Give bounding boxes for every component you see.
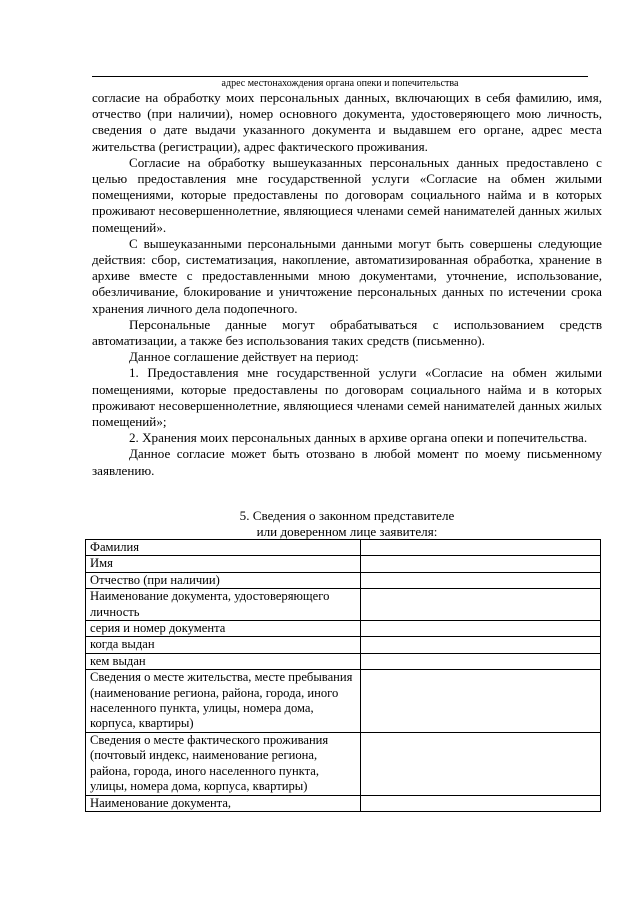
consent-text [92, 90, 602, 479]
row-value-residence-address[interactable] [361, 670, 601, 733]
table-row [86, 795, 601, 811]
table-row [86, 732, 601, 795]
paragraph-period-intro: Данное соглашение действует на период: [129, 349, 359, 365]
row-value-actual-address[interactable] [361, 732, 601, 795]
row-value-last-name[interactable] [361, 540, 601, 556]
row-label-residence-address: Сведения о месте жительства, месте пребывания (наименование региона, района, города, иного населенного пункта, улицы, номера дома, корпуса, квартиры) [86, 670, 361, 733]
paragraph-period-item-2: 2. Хранения моих персональных данных в архиве органа опеки и попечительства. [129, 430, 588, 446]
row-label-first-name: Имя [86, 556, 361, 572]
table-row [86, 572, 601, 588]
table-row [86, 589, 601, 621]
row-label-patronymic: Отчество (при наличии) [86, 572, 361, 588]
section-title-line-1: 5. Сведения о законном представителе [239, 508, 455, 523]
row-label-last-name: Фамилия [86, 540, 361, 556]
row-value-issued-by[interactable] [361, 653, 601, 669]
paragraph-automation: Персональные данные могут обрабатываться с использованием средств автоматизации, а также без использования таких средств (письменно). [92, 316, 602, 349]
table-row [86, 621, 601, 637]
row-value-issue-date[interactable] [361, 637, 601, 653]
section-title [92, 508, 602, 540]
row-label-authority-document: Наименование документа, [86, 795, 361, 811]
row-value-first-name[interactable] [361, 556, 601, 572]
row-label-id-document: Наименование документа, удостоверяющего личность [86, 589, 361, 621]
row-value-document-number[interactable] [361, 621, 601, 637]
row-label-document-number: серия и номер документа [86, 621, 361, 637]
table-row [86, 653, 601, 669]
row-label-issue-date: когда выдан [86, 637, 361, 653]
row-label-issued-by: кем выдан [86, 653, 361, 669]
table-row [86, 540, 601, 556]
row-label-actual-address: Сведения о месте фактического проживания (почтовый индекс, наименование региона, района, города, иного населенного пункта, улицы, номера дома, корпуса, квартиры) [86, 732, 361, 795]
signature-line [92, 76, 588, 77]
table-row [86, 670, 601, 733]
section-title-line-2: или доверенном лице заявителя: [256, 524, 438, 539]
paragraph-processing-actions: С вышеуказанными персональными данными могут быть совершены следующие действия: сбор, систематизация, накопление, автоматизированная обработка, хранение в архиве вместе с предоставленными мною документами, уточнение, использование, обезличивание, блокирование и уничтожение персональных данных по истечении срока хранения личного дела подопечного. [92, 235, 602, 316]
table-row [86, 637, 601, 653]
paragraph-consent-scope: согласие на обработку моих персональных данных, включающих в себя фамилию, имя, отчество (при наличии), номер основного документа, удостоверяющего мою личность, сведения о дате выдачи указанного документа и выдавшем его органе, адрес места жительства (регистрации), адрес фактического проживания. [92, 90, 602, 154]
representative-table [85, 539, 601, 812]
authority-address-caption: адрес местонахождения органа опеки и попечительства [221, 78, 459, 89]
row-value-patronymic[interactable] [361, 572, 601, 588]
row-value-id-document[interactable] [361, 589, 601, 621]
paragraph-revocation: Данное согласие может быть отозвано в любой момент по моему письменному заявлению. [92, 446, 602, 478]
row-value-authority-document[interactable] [361, 795, 601, 811]
table-row [86, 556, 601, 572]
paragraph-period-item-1: 1. Предоставления мне государственной услуги «Согласие на обмен жилыми помещениями, которые предоставлены по договорам социального найма и в которых проживают несовершеннолетние, являющиеся членами семей нанимателей данных жилых помещений»; [92, 365, 602, 430]
paragraph-consent-purpose: Согласие на обработку вышеуказанных персональных данных предоставлено с целью предоставления мне государственной услуги «Согласие на обмен жилыми помещениями, которые предоставлены по договорам социального найма и в которых проживают несовершеннолетние, являющиеся членами семей нанимателей данных жилых помещений». [92, 154, 602, 235]
